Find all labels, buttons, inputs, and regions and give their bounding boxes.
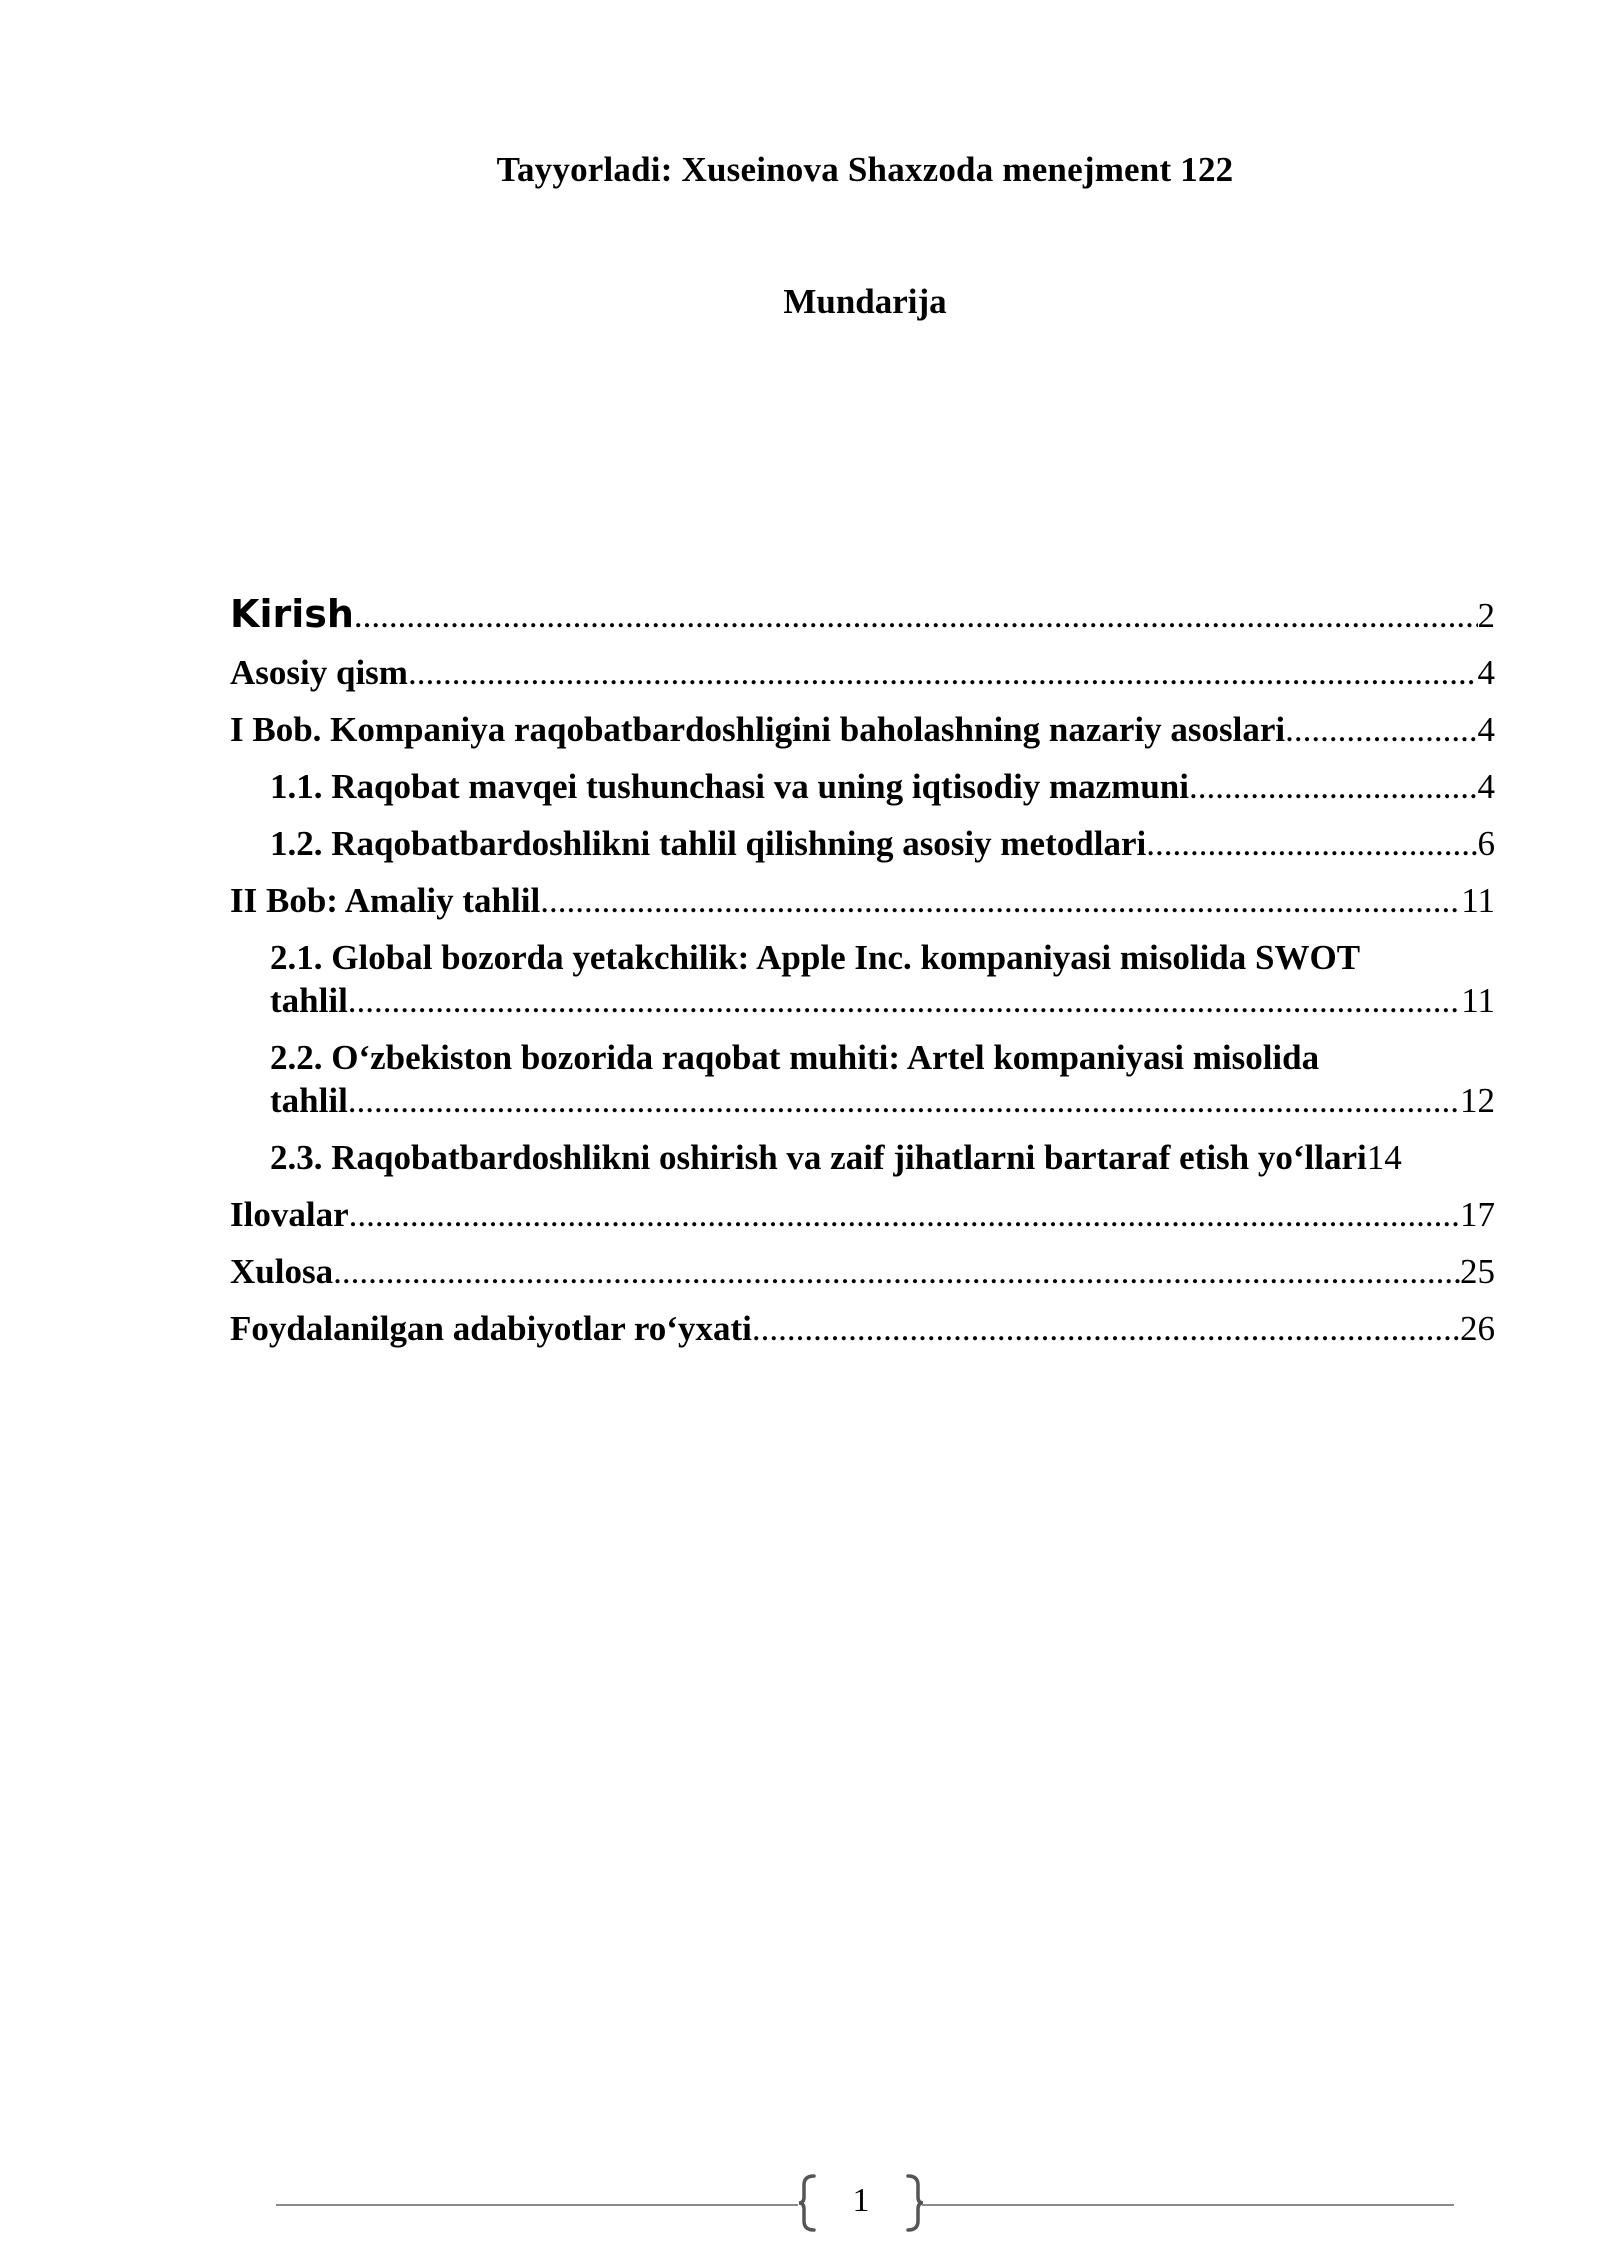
dot-leader [348,979,1462,1022]
right-brace-icon [904,2173,926,2233]
toc-entry-title-line1: 2.2. O‘zbekiston bozorida raqobat muhiti: Artel kompaniyasi misolida [270,1038,1320,1077]
dot-leader [408,651,1478,694]
left-brace-icon [796,2173,818,2233]
toc-entry-title: 2.3. Raqobatbardoshlikni oshirish va zaif jihatlarni bartaraf etish yo‘llari [270,1138,1367,1177]
toc-entry-title: Ilovalar [230,1195,349,1234]
toc-entry-page: 25 [1460,1252,1495,1291]
toc-entry-asosiy-qism[interactable] [230,651,1495,694]
toc-entry-section-1-2[interactable] [230,822,1495,865]
footer-rule-right [922,2204,1454,2206]
toc-entry-chapter-1[interactable] [230,708,1495,751]
toc-entry-section-2-3[interactable] [230,1136,1495,1179]
toc-entry-page: 14 [1366,1138,1402,1177]
dot-leader [349,1193,1460,1236]
footer-rule-left [276,2204,798,2206]
toc-entry-page: 4 [1477,653,1495,692]
toc-entry-section-2-1[interactable] [230,936,1495,1022]
dot-leader [540,879,1461,922]
toc-entry-chapter-2[interactable] [230,879,1495,922]
toc-entry-page: 11 [1461,981,1495,1020]
author-line: Tayyorladi: Xuseinova Shaxzoda menejment 122 [496,150,1234,189]
toc-entry-title: Asosiy qism [230,653,408,692]
toc-entry-page: 11 [1461,881,1495,920]
toc-entry-bibliography[interactable] [230,1307,1495,1350]
toc-entry-page: 17 [1460,1195,1495,1234]
toc-entry-section-1-1[interactable] [230,765,1495,808]
toc-entry-title: II Bob: Amaliy tahlil [230,881,541,920]
toc-entry-title-line1: 2.1. Global bozorda yetakchilik: Apple Inc. kompaniyasi misolida SWOT [270,938,1361,977]
dot-leader [348,1079,1460,1122]
toc-entry-page: 12 [1460,1081,1495,1120]
toc-entry-title: 1.1. Raqobat mavqei tushunchasi va uning iqtisodiy mazmuni [270,767,1189,806]
toc-entry-title: Foydalanilgan adabiyotlar ro‘yxati [230,1309,752,1348]
page-number: 1 [852,2182,870,2219]
toc-entry-title-line2: tahlil [270,1081,348,1120]
dot-leader [354,594,1478,637]
toc-heading: Mundarija [783,282,947,321]
dot-leader [333,1250,1460,1293]
toc-entry-title-line2: tahlil [270,981,348,1020]
toc-entry-xulosa[interactable] [230,1250,1495,1293]
toc-entry-section-2-2[interactable] [230,1036,1495,1122]
table-of-contents [230,593,1495,1364]
toc-entry-ilovalar[interactable] [230,1193,1495,1236]
toc-entry-title: Kirish [230,592,354,636]
toc-entry-page: 6 [1477,824,1495,863]
toc-entry-kirish[interactable] [230,593,1495,637]
dot-leader [752,1307,1460,1350]
toc-entry-page: 26 [1460,1309,1495,1348]
toc-entry-title: Xulosa [230,1252,334,1291]
toc-entry-page: 4 [1477,767,1495,806]
toc-entry-title: I Bob. Kompaniya raqobatbardoshligini baholashning nazariy asoslari [230,710,1286,749]
dot-leader [1146,822,1477,865]
toc-entry-page: 4 [1477,710,1495,749]
dot-leader [1189,765,1478,808]
dot-leader [1285,708,1477,751]
toc-entry-title: 1.2. Raqobatbardoshlikni tahlil qilishning asosiy metodlari [270,824,1147,863]
toc-entry-page: 2 [1477,596,1495,635]
